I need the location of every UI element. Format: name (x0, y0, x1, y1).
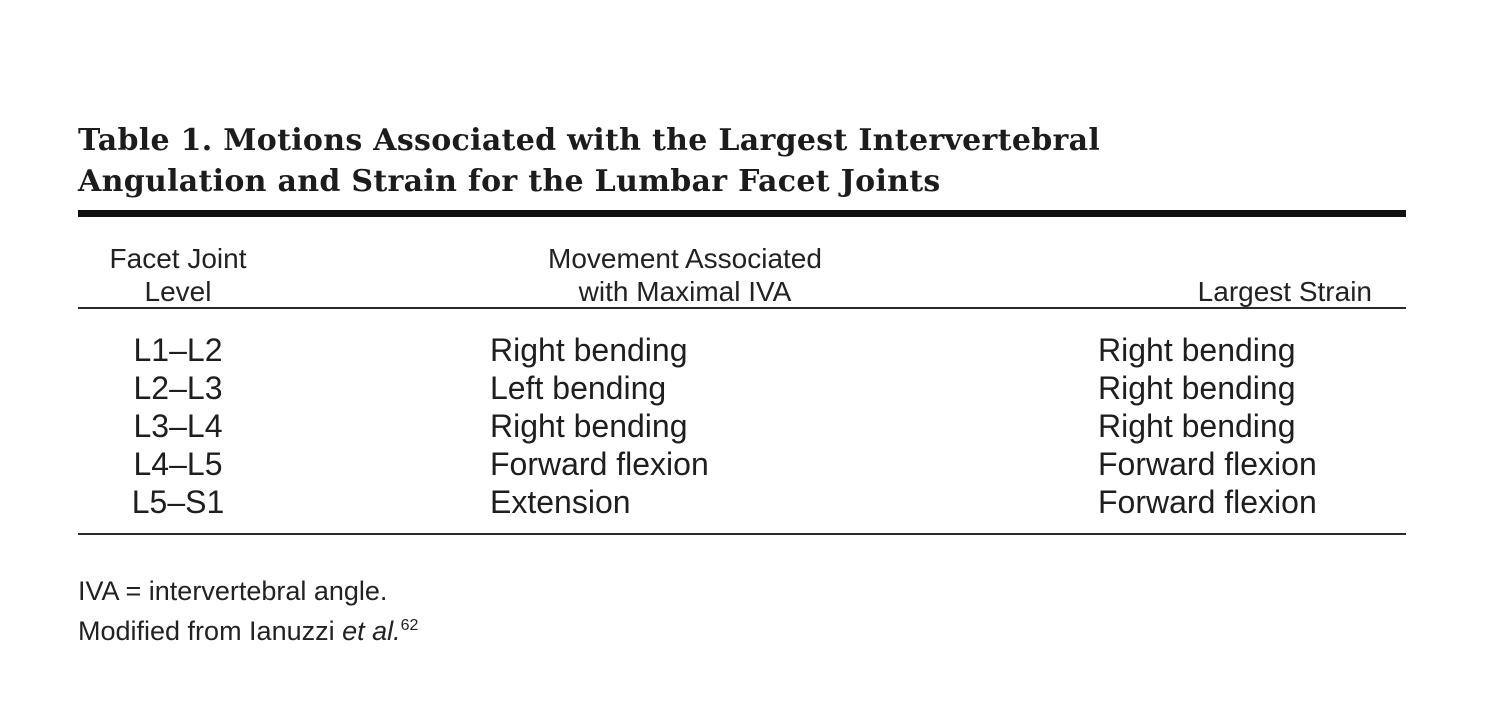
cell-level: L3–L4 (133, 408, 223, 444)
header-movement-line-2: with Maximal IVA (578, 276, 792, 307)
table-row (78, 369, 1406, 407)
table-row (78, 445, 1406, 483)
bottom-rule (78, 533, 1406, 535)
header-largest-strain-label: Largest Strain (1197, 276, 1372, 307)
cell-strain: Forward flexion (1098, 484, 1317, 520)
footnote-source-italic: et al. (342, 616, 401, 646)
footnote-abbreviation: IVA = intervertebral angle. (78, 576, 388, 606)
cell-strain: Forward flexion (1098, 446, 1317, 482)
cell-movement: Right bending (490, 332, 688, 368)
header-facet-joint-level-line-1: Facet Joint (109, 243, 247, 274)
header-facet-joint-level (78, 242, 278, 308)
cell-strain: Right bending (1098, 408, 1296, 444)
table-title-line-2: Angulation and Strain for the Lumbar Facet Joints (78, 164, 941, 199)
data-table (78, 217, 1406, 535)
cell-level: L4–L5 (133, 446, 223, 482)
top-rule (78, 210, 1406, 217)
cell-movement: Forward flexion (490, 446, 709, 482)
footnote-source (78, 611, 1406, 651)
table-row (78, 407, 1406, 445)
cell-level: L5–S1 (131, 484, 225, 520)
cell-level: L2–L3 (133, 370, 223, 406)
cell-strain: Right bending (1098, 332, 1296, 368)
table-row (78, 331, 1406, 369)
cell-movement: Left bending (490, 370, 667, 406)
table-footnotes (78, 571, 1406, 651)
table-header (78, 217, 1406, 307)
cell-strain: Right bending (1098, 370, 1296, 406)
header-movement-line-1: Movement Associated (548, 243, 822, 274)
table-container (78, 120, 1406, 651)
header-largest-strain (1098, 275, 1406, 308)
footnote-source-text: Modified from Ianuzzi (78, 616, 343, 646)
cell-movement: Right bending (490, 408, 688, 444)
cell-level: L1–L2 (133, 332, 223, 368)
cell-movement: Extension (490, 484, 631, 520)
table-row (78, 483, 1406, 521)
table-title (78, 120, 1406, 202)
header-movement-maximal-iva (490, 242, 880, 308)
footnote-reference-number: 62 (400, 617, 419, 634)
table-title-line-1: Table 1. Motions Associated with the Largest Intervertebral (78, 123, 1101, 158)
table-body (78, 309, 1406, 533)
header-facet-joint-level-line-2: Level (144, 276, 212, 307)
